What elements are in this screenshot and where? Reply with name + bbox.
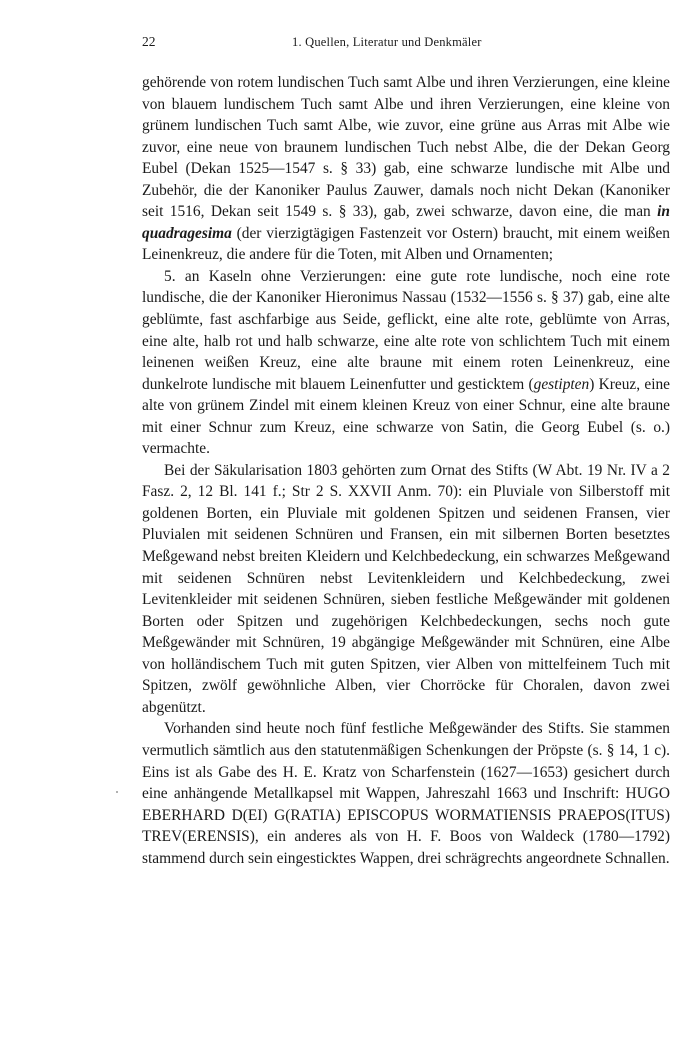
paragraph-1 [142,72,670,266]
scan-speck [116,791,118,793]
paragraph-4 [142,718,670,869]
paragraph-2 [142,266,670,460]
italic-term: gestipten [533,375,590,393]
page-header [142,34,670,54]
running-title: 1. Quellen, Literatur und Denkmäler [292,35,482,49]
text-segment: (der vierzigtägigen Fastenzeit vor Ostern) braucht, mit einem weißen Leinenkreuz, die andere für die Toten, mit Alben und Ornamenten; [142,224,670,264]
page-number: 22 [142,34,156,49]
text-segment: Vorhanden sind heute noch fünf festliche Meßgewänder des Stifts. Sie stammen vermutlich sämtlich aus den statutenmäßigen Schenkungen der Pröpste (s. § 14, 1 c). Eins ist als Gabe des H. E. Kratz von Scharfenstein (1627—1653) gesichert durch eine anhängende Metallkapsel mit Wappen, Jahreszahl 1663 und Inschrift: HUGO EBERHARD D(EI) G(RATIA) EPISCOPUS WORMATIENSIS PRAEPOS(ITUS) TREV(ERENSIS), ein anderes als von H. F. Boos von Waldeck (1780—1792) stammend durch sein eingesticktes Wappen, drei schrägrechts angeordnete Schnallen. [142,720,670,867]
text-segment: 5. an Kaseln ohne Verzierungen: eine gute rote lundische, noch eine rote lundische, die der Kanoniker Hieronimus Nassau (1532—1556 s. § 37) gab, eine alte geblümte, fast aschfarbige aus Seide, geflickt, eine alte rote, geblümte von Arras, eine alte, halb rot und halb schwarze, eine alte rote von schlichtem Tuch mit einem leinenen weißen Kreuz, eine alte braune mit einem roten Leinenkreuz, eine dunkelrote lundische mit blauem Leinenfutter und gesticktem ( [142,267,670,393]
text-segment: ) Kreuz, eine alte von grünem Zindel mit einem kleinen Kreuz von einer Schnur, eine alte braune mit einer Schnur zum Kreuz, eine schwarze von Satin, die Georg Eubel (s. o.) vermachte. [142,375,670,458]
text-segment: gehörende von rotem lundischen Tuch samt Albe und ihren Verzierungen, eine kleine von blauem lundischem Tuch samt Albe und ihren Verzierungen, eine kleine von grünem lundischen Tuch samt Albe, wie zuvor, eine grüne aus Arras mit Albe wie zuvor, eine neue von braunem lundischen Tuch nebst Albe, die der Dekan Georg Eubel (Dekan 1525—1547 s. § 33) gab, eine schwarze lundische mit Albe und Zubehör, die der Kanoniker Paulus Zauwer, damals noch nicht Dekan (Kanoniker seit 1516, Dekan seit 1549 s. § 33), gab, zwei schwarze, davon eine, die man [142,74,670,221]
paragraph-3 [142,460,670,719]
text-segment: Bei der Säkularisation 1803 gehörten zum Ornat des Stifts (W Abt. 19 Nr. IV a 2 Fasz. 2, 12 Bl. 141 f.; Str 2 S. XXVII Anm. 70): ein Pluviale von Silberstoff mit goldenen Borten, ein Pluviale mit goldenen Spitzen und seidenen Fransen, vier Pluvialen mit seidenen Schnüren und Fransen, ein mit silbernen Borten besetztes Meßgewand nebst breiten Kleidern und Kelchbedeckung, ein schwarzes Meßgewand mit seidenen Schnüren nebst Levitenkleidern und Kelchbedeckung, zwei Levitenkleider mit seidenen Schnüren, sieben festliche Meßgewänder mit goldenen Borten oder Spitzen und zugehörigen Kelchbedeckungen, sechs noch gute Meßgewänder mit Schnüren, 19 abgängige Meßgewänder mit Schnüren, eine Albe von holländischem Tuch mit guten Spitzen, vier Alben von mittelfeinem Tuch mit Spitzen, zwölf gewöhnliche Alben, vier Chorröcke für Choralen, davon zwei abgenützt. [142,461,670,716]
latin-phrase: in quadragesima [142,203,670,242]
body-text [142,72,670,869]
